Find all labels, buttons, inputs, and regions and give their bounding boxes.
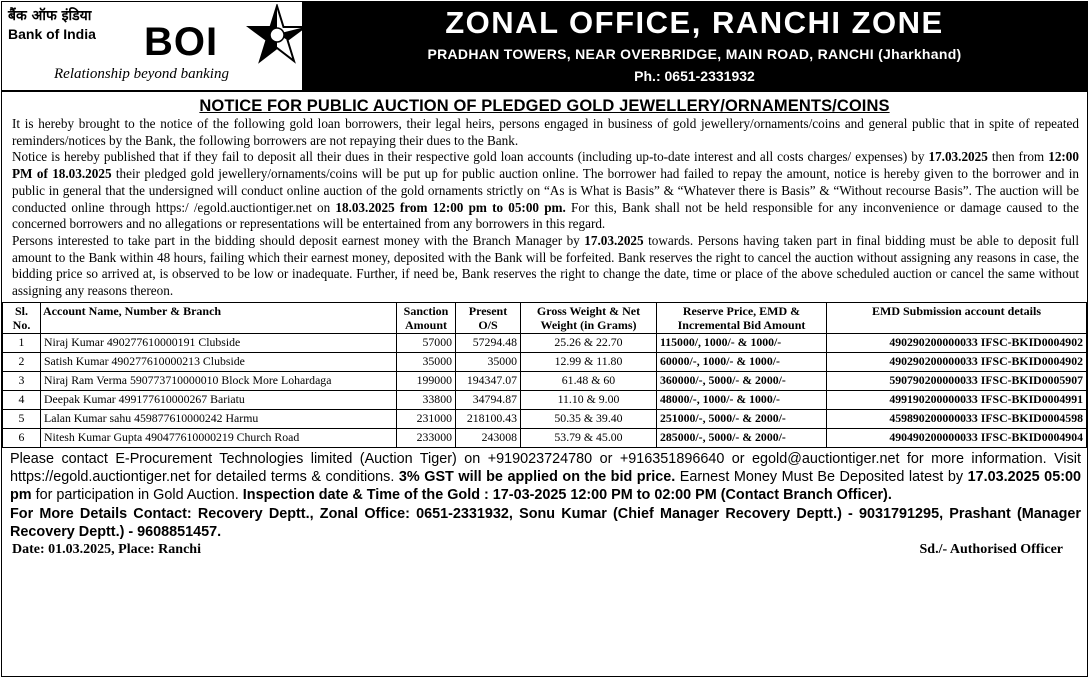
signature-row bbox=[2, 541, 1087, 559]
cell-sanction: 33800 bbox=[397, 390, 456, 409]
cell-sl: 3 bbox=[3, 371, 41, 390]
cell-account: Lalan Kumar sahu 459877610000242 Harmu bbox=[41, 409, 397, 428]
date-place: Date: 01.03.2025, Place: Ranchi bbox=[12, 542, 201, 558]
text-run: Notice is hereby published that if they fail to deposit all their dues in their respective gold loan accounts (including up-to-date interest and all costs charges/ expenses) by bbox=[12, 149, 929, 165]
cell-weight: 25.26 & 22.70 bbox=[521, 333, 657, 352]
col-emd-header: EMD Submission account details bbox=[827, 302, 1087, 333]
text-run: towards. Persons having taken part in final bidding must be able to deposit full amount to the Bank within 48 hours, failing which their earnest money, deposited with the Bank will be forfeited. Bank reserves the right to cancel the auction without assigning any reasons in case, the bidding price so arrived at, is observed to be low or inadequate. Further, if need be, Bank reserves the right to change the date, time or place of the above scheduled auction or cancel the same without assigning any reasons thereon. bbox=[12, 232, 1079, 299]
office-phone: Ph.: 0651-2331932 bbox=[634, 68, 755, 84]
contact-details: For More Details Contact: Recovery Deptt., Zonal Office: 0651-2331932, Sonu Kumar (Chief Manager Recovery Deptt.) - 9031791295, Prashant (Manager Recovery Deptt.) - 9608851457. bbox=[10, 505, 1081, 540]
text-run: Persons interested to take part in the bidding should deposit earnest money with the Branch Manager by bbox=[12, 232, 585, 248]
notice-paragraph-1: It is hereby brought to the notice of the following gold loan borrowers, their legal heirs, persons engaged in business of gold jewellery/ornaments/coins and general public that in spite of repeated reminders/notices by the Bank, the following borrowers are not repaying their dues to the Bank. bbox=[12, 116, 1079, 148]
cell-emd: 490290200000033 IFSC-BKID0004902 bbox=[827, 352, 1087, 371]
logo-english-text: Bank of India bbox=[8, 26, 96, 42]
cell-sl: 1 bbox=[3, 333, 41, 352]
text-run: Please contact E-Procurement Technologies limited (Auction Tiger) on +919023724780 or +916351896640 or egold@auctiontiger.net for more information. Visit https://egold.auctiontiger.net for detailed terms & conditions. bbox=[10, 450, 1081, 486]
cell-account: Nitesh Kumar Gupta 490477610000219 Church Road bbox=[41, 428, 397, 447]
footer-paragraph-1 bbox=[10, 450, 1081, 505]
text-run: For this, Bank shall not be held responsible for any inconvenience or damage caused to the concerned borrowers and no allegations or representations will be entertained from any borrowers in this regard. bbox=[12, 199, 1079, 232]
text-run: their pledged gold jewellery/ornaments/coins will be put up for public auction online. The borrower had failed to repay the amount, notice is hereby given to the borrower and in public in general that the undersigned will conduct online auction of the gold ornaments strictly on “As is What is Basis” & “Whatever there is Basis” & “Without recourse Basis”. The auction will be conducted online through https:/ /egold.auctiontiger.net on bbox=[12, 166, 1079, 215]
cell-emd: 459890200000033 IFSC-BKID0004598 bbox=[827, 409, 1087, 428]
auction-table bbox=[2, 302, 1087, 448]
cell-sl: 2 bbox=[3, 352, 41, 371]
star-icon bbox=[246, 4, 308, 66]
text-run: then from bbox=[987, 149, 1049, 165]
cell-sanction: 199000 bbox=[397, 371, 456, 390]
cell-sanction: 57000 bbox=[397, 333, 456, 352]
cell-present: 243008 bbox=[456, 428, 521, 447]
cell-emd: 490490200000033 IFSC-BKID0004904 bbox=[827, 428, 1087, 447]
auction-window: 18.03.2025 from 12:00 pm to 05:00 pm. bbox=[335, 199, 566, 215]
notice-page bbox=[1, 1, 1088, 677]
cell-sanction: 231000 bbox=[397, 409, 456, 428]
notice-body bbox=[2, 116, 1087, 300]
col-account-header: Account Name, Number & Branch bbox=[41, 302, 397, 333]
deadline-date: 17.03.2025 bbox=[928, 149, 988, 165]
cell-reserve: 115000/, 1000/- & 1000/- bbox=[657, 333, 827, 352]
cell-account: Deepak Kumar 499177610000267 Bariatu bbox=[41, 390, 397, 409]
cell-reserve: 48000/-, 1000/- & 1000/- bbox=[657, 390, 827, 409]
text-run: Earnest Money Must Be Deposited latest by bbox=[675, 469, 968, 486]
auction-start: 12:00 PM of 18.03.2025 bbox=[12, 149, 1079, 182]
header bbox=[2, 2, 1087, 92]
table-row bbox=[3, 390, 1087, 409]
cell-weight: 12.99 & 11.80 bbox=[521, 352, 657, 371]
table-row bbox=[3, 409, 1087, 428]
col-present-header: Present O/S bbox=[456, 302, 521, 333]
cell-sanction: 35000 bbox=[397, 352, 456, 371]
notice-paragraph-3 bbox=[12, 233, 1079, 300]
table-row bbox=[3, 333, 1087, 352]
cell-sl: 5 bbox=[3, 409, 41, 428]
cell-emd: 490290200000033 IFSC-BKID0004902 bbox=[827, 333, 1087, 352]
table-row bbox=[3, 428, 1087, 447]
col-sl-header: Sl. No. bbox=[3, 302, 41, 333]
cell-emd: 499190200000033 IFSC-BKID0004991 bbox=[827, 390, 1087, 409]
table-header-row bbox=[3, 302, 1087, 333]
cell-account: Niraj Ram Verma 590773710000010 Block More Lohardaga bbox=[41, 371, 397, 390]
cell-reserve: 251000/-, 5000/- & 2000/- bbox=[657, 409, 827, 428]
cell-present: 35000 bbox=[456, 352, 521, 371]
cell-weight: 61.48 & 60 bbox=[521, 371, 657, 390]
col-weight-header: Gross Weight & Net Weight (in Grams) bbox=[521, 302, 657, 333]
cell-account: Niraj Kumar 490277610000191 Clubside bbox=[41, 333, 397, 352]
cell-emd: 590790200000033 IFSC-BKID0005907 bbox=[827, 371, 1087, 390]
logo-tagline: Relationship beyond banking bbox=[54, 66, 229, 82]
footer bbox=[2, 448, 1087, 541]
cell-present: 34794.87 bbox=[456, 390, 521, 409]
notice-title: NOTICE FOR PUBLIC AUCTION OF PLEDGED GOLD JEWELLERY/ORNAMENTS/COINS bbox=[199, 97, 890, 115]
col-sanction-header: Sanction Amount bbox=[397, 302, 456, 333]
cell-weight: 53.79 & 45.00 bbox=[521, 428, 657, 447]
cell-reserve: 60000/-, 1000/- & 1000/- bbox=[657, 352, 827, 371]
cell-sl: 6 bbox=[3, 428, 41, 447]
cell-sanction: 233000 bbox=[397, 428, 456, 447]
cell-weight: 50.35 & 39.40 bbox=[521, 409, 657, 428]
table-body bbox=[3, 333, 1087, 447]
office-title: ZONAL OFFICE, RANCHI ZONE bbox=[445, 5, 944, 40]
inspection-info: Inspection date & Time of the Gold : 17-03-2025 12:00 PM to 02:00 PM (Contact Branch Officer). bbox=[242, 487, 892, 504]
zonal-office-banner bbox=[302, 2, 1087, 90]
footer-contact bbox=[10, 505, 1081, 542]
cell-present: 57294.48 bbox=[456, 333, 521, 352]
emd-deposit-deadline: 17.03.2025 05:00 pm bbox=[10, 469, 1081, 504]
cell-present: 194347.07 bbox=[456, 371, 521, 390]
cell-present: 218100.43 bbox=[456, 409, 521, 428]
notice-paragraph-2 bbox=[12, 149, 1079, 233]
logo-hindi-text: बैंक ऑफ इंडिया bbox=[8, 8, 92, 24]
gst-note: 3% GST will be applied on the bid price. bbox=[398, 469, 676, 486]
cell-reserve: 285000/-, 5000/- & 2000/- bbox=[657, 428, 827, 447]
logo-boi-text: BOI bbox=[144, 20, 219, 64]
cell-weight: 11.10 & 9.00 bbox=[521, 390, 657, 409]
bank-logo bbox=[2, 2, 302, 90]
text-run: for participation in Gold Auction. bbox=[31, 487, 243, 504]
office-address: PRADHAN TOWERS, NEAR OVERBRIDGE, MAIN ROAD, RANCHI (Jharkhand) bbox=[427, 46, 962, 62]
col-reserve-header: Reserve Price, EMD & Incremental Bid Amount bbox=[657, 302, 827, 333]
emd-deadline: 17.03.2025 bbox=[584, 232, 644, 248]
signature: Sd./- Authorised Officer bbox=[919, 542, 1063, 558]
cell-account: Satish Kumar 490277610000213 Clubside bbox=[41, 352, 397, 371]
cell-sl: 4 bbox=[3, 390, 41, 409]
table-row bbox=[3, 352, 1087, 371]
cell-reserve: 360000/-, 5000/- & 2000/- bbox=[657, 371, 827, 390]
table-row bbox=[3, 371, 1087, 390]
